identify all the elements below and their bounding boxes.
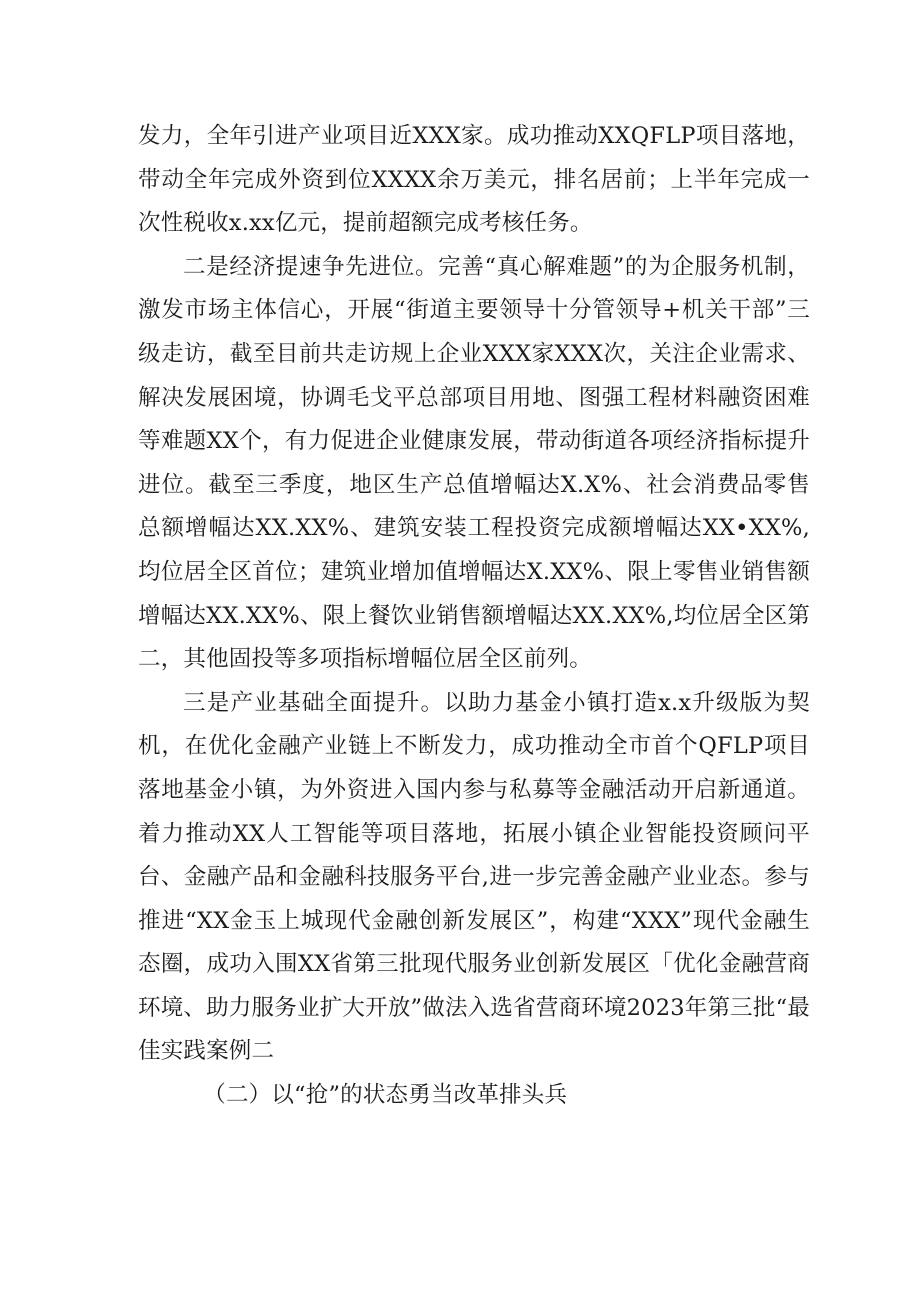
document-body bbox=[138, 115, 810, 1118]
paragraph-industry-foundation: 三是产业基础全面提升。以助力基金小镇打造x.x升级版为契机，在优化金融产业链上不断发力，成功推动全市首个QFLP项目落地基金小镇，为外资进入国内参与私募等金融活动开启新通道。着力推动XX人工智能等项目落地，拓展小镇企业智能投资顾问平台、金融产品和金融科技服务平台,进一步完善金融产业业态。参与推进“XX金玉上城现代金融创新发展区”，构建“XXX”现代金融生态圈，成功入围XX省第三批现代服务业创新发展区「优化金融营商环境、助力服务业扩大开放”做法入选省营商环境2023年第三批“最佳实践案例二 bbox=[138, 689, 810, 1065]
paragraph-economic-growth: 二是经济提速争先进位。完善“真心解难题”的为企服务机制，激发市场主体信心，开展“街道主要领导十分管领导+机关干部”三级走访，截至目前共走访规上企业XXX家XXX次，关注企业需求、解决发展困境，协调毛戈平总部项目用地、图强工程材料融资困难等难题XX个，有力促进企业健康发展，带动街道各项经济指标提升进位。截至三季度，地区生产总值增幅达X.X%、社会消费品零售总额增幅达XX.XX%、建筑安装工程投资完成额增幅达XX•XX%,均位居全区首位；建筑业增加值增幅达X.XX%、限上零售业销售额增幅达XX.XX%、限上餐饮业销售额增幅达XX.XX%,均位居全区第二，其他固投等多项指标增幅位居全区前列。 bbox=[138, 253, 810, 673]
paragraph-continuation: 发力，全年引进产业项目近XXX家。成功推动XXQFLP项目落地，带动全年完成外资到位XXXX余万美元，排名居前；上半年完成一次性税收x.xx亿元，提前超额完成考核任务。 bbox=[138, 123, 810, 237]
section-heading: （二）以“抢”的状态勇当改革排头兵 bbox=[203, 1082, 568, 1109]
